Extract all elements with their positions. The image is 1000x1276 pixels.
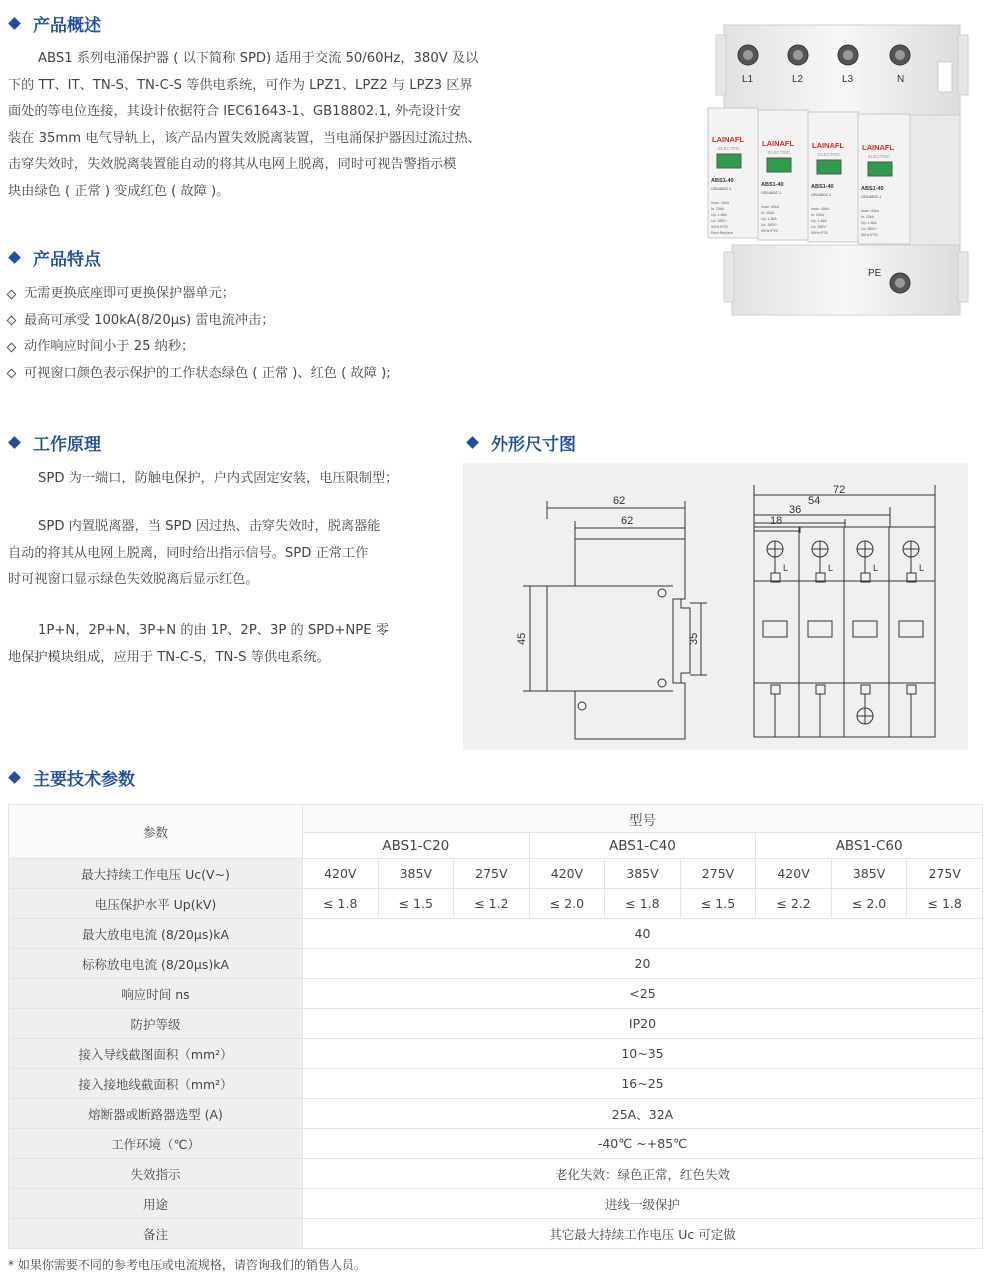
svg-text:In: 20kA: In: 20kA (811, 213, 825, 217)
table-cell: 385V (831, 859, 907, 889)
footnote: * 如果你需要不同的参考电压或电流规格，请咨询我们的销售人员。 (8, 1258, 366, 1272)
svg-text:Up: 1.8kA: Up: 1.8kA (761, 217, 777, 221)
principle-title (10, 430, 101, 455)
svg-text:LAINAFL: LAINAFL (862, 143, 895, 152)
table-row (9, 1159, 983, 1189)
features-title (10, 245, 101, 270)
row-label: 备注 (9, 1219, 303, 1249)
specs-title (10, 765, 135, 790)
table-cell: 其它最大持续工作电压 Uc 可定做 (303, 1219, 983, 1249)
principle-line: 1P+N，2P+N，3P+N 的由 1P、2P、3P 的 SPD+NPE 零 (38, 623, 389, 638)
table-row (9, 949, 983, 979)
feature-text: 动作响应时间小于 25 纳秒； (24, 339, 195, 354)
hollow-diamond-icon (7, 369, 17, 379)
terminal-l-label: L (919, 563, 925, 573)
principle-paragraph-3 (8, 618, 448, 671)
dim-front-width-72: 72 (833, 484, 846, 496)
overview-line: 下的 TT、IT、TN-S、TN-C-S 等供电系统，可作为 LPZ1、LPZ2 与 LPZ3 区界 (8, 77, 473, 93)
dim-front-width-18: 18 (770, 515, 783, 527)
overview-line: 块由绿色 ( 正常 ) 变成红色 ( 故障 )。 (8, 183, 230, 199)
terminal-label: L2 (792, 74, 804, 85)
table-cell: 275V (680, 859, 756, 889)
svg-text:ELECTRIC: ELECTRIC (718, 146, 741, 151)
svg-text:Up: 1.8kA: Up: 1.8kA (861, 221, 877, 225)
principle-paragraph-1 (8, 466, 448, 493)
overview-line: 击穿失效时，失效脱离装置能自动的将其从电网上脱离，同时可视告警指示模 (8, 157, 457, 172)
svg-text:ABS1-40: ABS1-40 (761, 182, 784, 188)
svg-text:50Hz IP20: 50Hz IP20 (711, 225, 728, 229)
dim-side-width-outer: 62 (613, 495, 626, 507)
product-photo (702, 20, 970, 320)
diamond-bullet-icon (466, 436, 479, 449)
svg-text:ELECTRIC: ELECTRIC (818, 152, 841, 157)
svg-text:ELECTRIC: ELECTRIC (868, 154, 891, 159)
dim-side-height-inner: 35 (688, 632, 700, 645)
table-cell: 20 (303, 949, 983, 979)
svg-text:In: 20kA: In: 20kA (711, 207, 725, 211)
feature-item (8, 281, 391, 308)
table-cell: 10~35 (303, 1039, 983, 1069)
svg-text:GB18802.1: GB18802.1 (811, 192, 832, 197)
row-label: 熔断器或断路器选型 (A) (9, 1099, 303, 1129)
diamond-bullet-icon (8, 251, 21, 264)
svg-text:Uc: 385V~: Uc: 385V~ (811, 225, 828, 229)
dimensions-title (468, 430, 576, 455)
hollow-diamond-icon (7, 289, 17, 299)
row-label: 最大放电电流 (8/20μs)kA (9, 919, 303, 949)
specs-table (8, 804, 983, 1249)
table-cell: 385V (605, 859, 681, 889)
table-row (9, 1039, 983, 1069)
diamond-bullet-icon (8, 17, 21, 30)
table-cell: ≤ 2.0 (529, 889, 605, 919)
table-cell: 420V (529, 859, 605, 889)
terminal-label: L1 (742, 74, 754, 85)
table-row (9, 889, 983, 919)
overview-title (10, 11, 101, 36)
model-name: ABS1-C40 (529, 833, 756, 859)
principle-line: 时可视窗口显示绿色失效脱离后显示红色。 (8, 572, 259, 587)
module (808, 112, 858, 242)
table-cell: ≤ 1.8 (605, 889, 681, 919)
principle-line: 自动的将其从电网上脱离，同时给出指示信号。SPD 正常工作 (8, 545, 369, 561)
svg-text:LAINAFL: LAINAFL (762, 139, 795, 148)
table-header-row (9, 805, 983, 833)
svg-text:ELECTRIC: ELECTRIC (768, 150, 791, 155)
module (858, 114, 910, 244)
svg-text:ABS1-40: ABS1-40 (811, 184, 834, 190)
overview-paragraph (8, 46, 548, 205)
table-row (9, 919, 983, 949)
table-cell: 385V (378, 859, 454, 889)
principle-paragraph-2 (8, 514, 448, 594)
svg-text:In: 20kA: In: 20kA (861, 215, 875, 219)
overview-title-text: 产品概述 (33, 16, 101, 36)
overview-line: ABS1 系列电涌保护器 ( 以下简称 SPD) 适用于交流 50/60Hz，380V 及以 (38, 51, 479, 66)
table-cell: 275V (907, 859, 983, 889)
side-view (523, 501, 707, 739)
svg-text:ABS1-40: ABS1-40 (711, 178, 734, 184)
pe-label: PE (868, 268, 882, 279)
principle-title-text: 工作原理 (33, 435, 101, 455)
table-row (9, 1069, 983, 1099)
feature-item (8, 361, 391, 388)
svg-text:Imax: 40kA: Imax: 40kA (811, 207, 829, 211)
table-row (9, 979, 983, 1009)
row-label: 失效指示 (9, 1159, 303, 1189)
hollow-diamond-icon (7, 342, 17, 352)
svg-text:50Hz IP20: 50Hz IP20 (861, 233, 878, 237)
row-label: 工作环境（℃） (9, 1129, 303, 1159)
svg-text:GB18802.1: GB18802.1 (861, 194, 882, 199)
svg-text:Up: 1.8kA: Up: 1.8kA (711, 213, 727, 217)
table-cell: 16~25 (303, 1069, 983, 1099)
features-list (8, 281, 391, 387)
row-label: 标称放电电流 (8/20μs)kA (9, 949, 303, 979)
model-header: 型号 (303, 805, 983, 833)
principle-line: SPD 为一端口，防触电保护，户内式固定安装，电压限制型； (38, 471, 399, 486)
principle-line: 地保护模块组成，应用于 TN-C-S，TN-S 等供电系统。 (8, 649, 330, 665)
feature-text: 可视窗口颜色表示保护的工作状态绿色 ( 正常 )、红色 ( 故障 ); (24, 365, 391, 381)
svg-text:In: 20kA: In: 20kA (761, 211, 775, 215)
terminal-label: L3 (842, 74, 854, 85)
model-name: ABS1-C20 (303, 833, 530, 859)
feature-text: 无需更换底座即可更换保护器单元； (24, 286, 235, 301)
svg-text:LAINAFL: LAINAFL (812, 141, 845, 150)
table-cell: 420V (303, 859, 379, 889)
param-header: 参数 (9, 805, 303, 859)
svg-text:Red=Replace: Red=Replace (711, 231, 733, 235)
row-label: 响应时间 ns (9, 979, 303, 1009)
svg-text:Up: 1.8kA: Up: 1.8kA (811, 219, 827, 223)
table-cell: ≤ 2.0 (831, 889, 907, 919)
module (758, 110, 808, 240)
row-label: 最大持续工作电压 Uc(V~) (9, 859, 303, 889)
table-cell: ≤ 1.8 (303, 889, 379, 919)
dim-front-width-36: 36 (789, 504, 802, 516)
terminal-l-label: L (783, 563, 789, 573)
table-cell: 420V (756, 859, 832, 889)
model-name: ABS1-C60 (756, 833, 983, 859)
dim-side-width-inner: 62 (621, 515, 634, 527)
dim-front-width-54: 54 (808, 495, 821, 507)
features-title-text: 产品特点 (33, 250, 101, 270)
row-label: 接入导线截图面积（mm²） (9, 1039, 303, 1069)
terminal-label: N (897, 74, 905, 85)
dimension-drawing (463, 463, 968, 750)
diamond-bullet-icon (8, 771, 21, 784)
table-row (9, 1189, 983, 1219)
table-cell: <25 (303, 979, 983, 1009)
table-row (9, 1099, 983, 1129)
table-cell: -40℃ ~+85℃ (303, 1129, 983, 1159)
row-label: 接入接地线截面积（mm²） (9, 1069, 303, 1099)
svg-text:GB18802.1: GB18802.1 (711, 186, 732, 191)
table-cell: IP20 (303, 1009, 983, 1039)
dimensions-title-text: 外形尺寸图 (491, 435, 576, 455)
svg-text:Uc: 385V~: Uc: 385V~ (711, 219, 728, 223)
table-cell: 40 (303, 919, 983, 949)
row-label: 电压保护水平 Up(kV) (9, 889, 303, 919)
feature-item (8, 308, 391, 335)
svg-text:50Hz IP20: 50Hz IP20 (761, 229, 778, 233)
overview-line: 装在 35mm 电气导轨上，该产品内置失效脱离装置，当电涌保护器因过流过热、 (8, 130, 481, 146)
svg-text:Imax: 40kA: Imax: 40kA (761, 205, 779, 209)
svg-text:LAINAFL: LAINAFL (712, 135, 745, 144)
svg-text:Imax: 40kA: Imax: 40kA (711, 201, 729, 205)
svg-text:50Hz IP20: 50Hz IP20 (811, 231, 828, 235)
module (708, 108, 758, 238)
diamond-bullet-icon (8, 436, 21, 449)
overview-line: 面处的等电位连接，其设计依据符合 IEC61643-1、GB18802.1, 外壳设计安 (8, 104, 462, 119)
dim-side-height-outer: 45 (516, 632, 528, 645)
svg-text:ABS1-40: ABS1-40 (861, 186, 884, 192)
terminal-l-label: L (828, 563, 834, 573)
row-label: 用途 (9, 1189, 303, 1219)
svg-text:Imax: 40kA: Imax: 40kA (861, 209, 879, 213)
table-row (9, 859, 983, 889)
table-row (9, 1009, 983, 1039)
table-row (9, 1129, 983, 1159)
hollow-diamond-icon (7, 316, 17, 326)
svg-text:GB18802.1: GB18802.1 (761, 190, 782, 195)
table-cell: 老化失效：绿色正常，红色失效 (303, 1159, 983, 1189)
table-cell: 进线一级保护 (303, 1189, 983, 1219)
row-label: 防护等级 (9, 1009, 303, 1039)
table-cell: ≤ 1.8 (907, 889, 983, 919)
specs-title-text: 主要技术参数 (33, 770, 135, 790)
table-cell: 25A、32A (303, 1099, 983, 1129)
terminal-l-label: L (873, 563, 879, 573)
table-cell: ≤ 1.5 (680, 889, 756, 919)
table-cell: ≤ 2.2 (756, 889, 832, 919)
feature-item (8, 334, 391, 361)
table-cell: ≤ 1.5 (378, 889, 454, 919)
svg-text:Uc: 385V~: Uc: 385V~ (861, 227, 878, 231)
table-cell: 275V (454, 859, 530, 889)
table-cell: ≤ 1.2 (454, 889, 530, 919)
principle-line: SPD 内置脱离器，当 SPD 因过热、击穿失效时，脱离器能 (38, 519, 381, 534)
feature-text: 最高可承受 100kA(8/20μs) 雷电流冲击； (24, 312, 275, 328)
dimension-drawing-panel (463, 463, 968, 750)
svg-text:Uc: 385V~: Uc: 385V~ (761, 223, 778, 227)
table-row (9, 1219, 983, 1249)
